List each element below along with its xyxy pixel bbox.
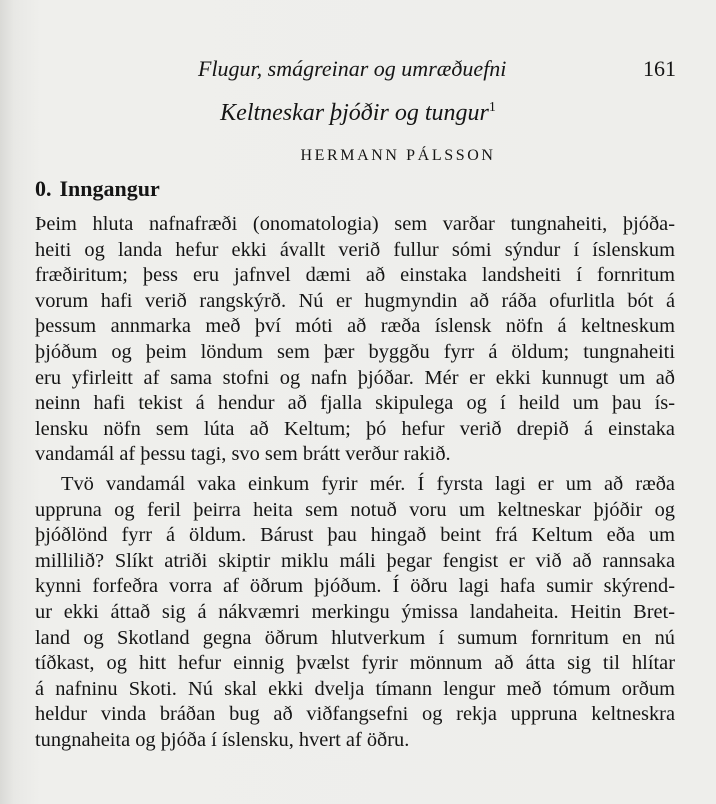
running-header [0, 56, 716, 86]
footnote-mark: 1 [488, 100, 496, 115]
text-line: þjóðum og þeim löndum sem þær byggðu fyrr á öldum; tungnaheiti [35, 340, 675, 363]
text-line: millilið? Slíkt atriði skiptir miklu máli þegar fengist er við að rannsaka [35, 549, 675, 572]
text-line: eru yfirleitt af sama stofni og nafn þjóðar. Mér er ekki kunnugt um að [35, 366, 675, 389]
text-line: ur ekki áttað sig á nákvæmri merkingu ýmissa landaheita. Heitin Bret- [35, 600, 675, 623]
text-line: á nafninu Skoti. Nú skal ekki dvelja tímann lengur með tómum orðum [35, 677, 675, 700]
text-line: þessum annmarka með því móti að ræða íslensk nöfn á keltneskum [35, 315, 675, 338]
section-number: 0. [35, 176, 52, 201]
text-line: heiti og landa hefur ekki ávallt verið fullur sómi sýndur í íslenskum [35, 238, 675, 261]
text-line: Þeim hluta nafnafræði (onomatologia) sem varðar tungnaheiti, þjóða- [35, 213, 675, 235]
body-text [35, 212, 675, 753]
text-line: vandamál af þessu tagi, svo sem brátt verður rakið. [35, 443, 451, 466]
text-line: heldur vinda bráðan bug að viðfangsefni og rekja uppruna keltneskra [35, 703, 675, 726]
section-title: Inngangur [59, 176, 160, 201]
text-line: fræðiritum; þess eru jafnvel dæmi að einstaka landsheiti í fornritum [35, 264, 675, 287]
text-line: tíðkast, og hitt hefur einnig þvælst fyrir mönnum að átta sig til hlítar [35, 652, 675, 675]
running-title: Flugur, smágreinar og umræðuefni [198, 56, 507, 81]
text-line: Tvö vandamál vaka einkum fyrir mér. Í fyrsta lagi er um að ræða [61, 472, 675, 495]
text-line: kynni forfeðra vorra af öðrum þjóðum. Í öðru lagi hafa sumir skýrend- [35, 575, 675, 598]
text-line: lensku nöfn sem lúta að Keltum; þó hefur verið drepið á einstaka [35, 417, 675, 440]
text-line: þjóðlönd fyrr á öldum. Bárust þau hingað beint frá Keltum eða um [35, 524, 675, 547]
paragraph [35, 472, 675, 754]
article-title-text: Keltneskar þjóðir og tungur [220, 100, 489, 126]
text-line: uppruna og feril þeirra heita sem notuð voru um keltneskar þjóðir og [35, 498, 675, 521]
text-line: vorum hafi verið rangskýrð. Nú er hugmyndin að ráða ofurlitla bót á [35, 289, 675, 312]
text-line: land og Skotland gegna öðrum hlutverkum í sumum fornritum en nú [35, 626, 675, 649]
text-line: tungnaheita og þjóða í íslensku, hvert af öðru. [35, 728, 410, 751]
section-heading [35, 176, 160, 202]
page-number: 161 [643, 56, 676, 81]
author-name: HERMANN PÁLSSON [300, 147, 496, 164]
article-title [0, 100, 716, 127]
text-line: neinn hafi tekist á hendur að fjalla skipulega og í heild um þau ís- [35, 392, 675, 415]
paragraph [35, 212, 675, 468]
